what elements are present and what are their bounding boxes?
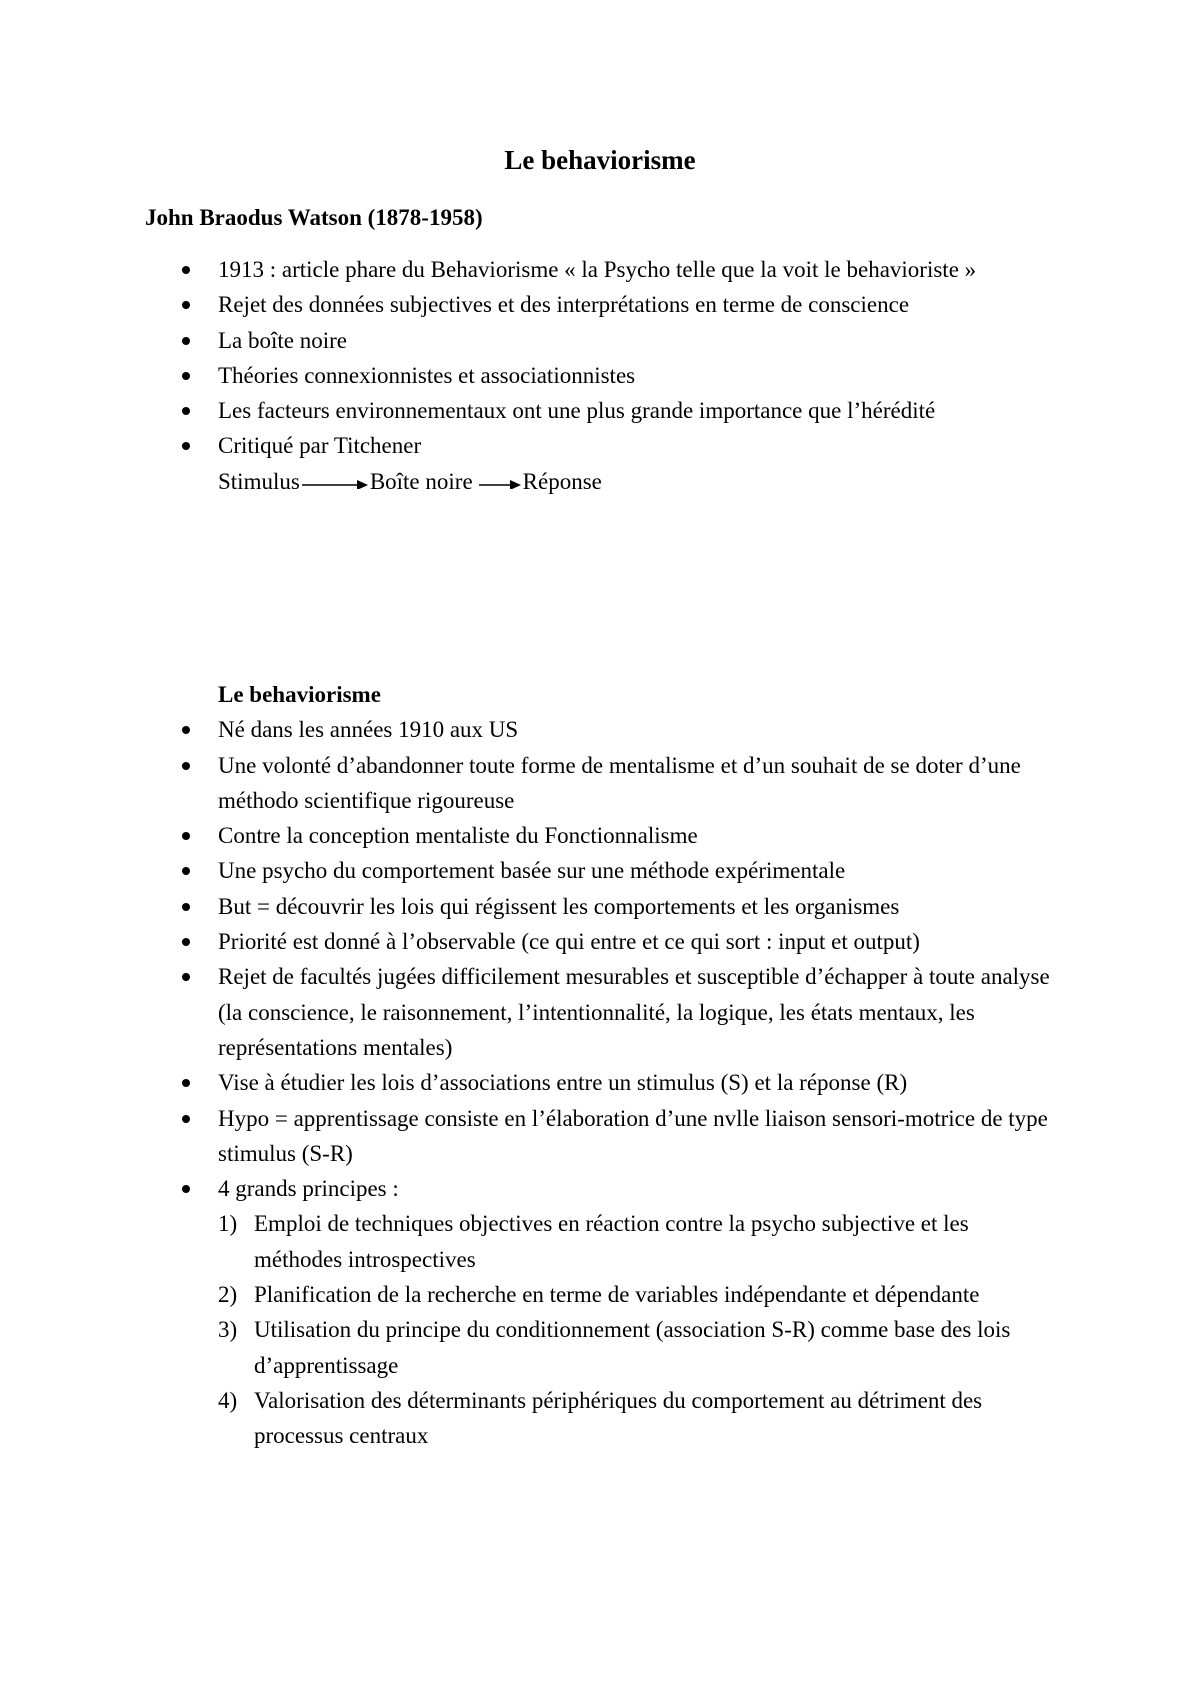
item-number: 3)	[218, 1317, 238, 1343]
list-item: Contre la conception mentaliste du Fonctionnalisme	[0, 818, 1200, 853]
bullet-icon	[182, 726, 190, 734]
item-number: 1)	[218, 1211, 238, 1237]
list-item: Hypo = apprentissage consiste en l’élaboration d’une nvlle liaison sensori-motrice de type stimulus (S-R)	[0, 1101, 1200, 1172]
list-item: 4 grands principes :	[0, 1171, 1200, 1206]
bullet-icon	[182, 372, 190, 380]
list-item: Les facteurs environnementaux ont une plus grande importance que l’hérédité	[0, 393, 1200, 428]
bullet-icon	[182, 832, 190, 840]
numbered-item: 3) Utilisation du principe du conditionnement (association S-R) comme base des lois d’apprentissage	[0, 1312, 1200, 1383]
bullet-icon	[182, 1079, 190, 1087]
item-number: 2)	[218, 1282, 238, 1308]
list-item: 1913 : article phare du Behaviorisme « la Psycho telle que la voit le behavioriste »	[0, 252, 1200, 287]
bullet-icon	[182, 903, 190, 911]
list-item: Rejet de facultés jugées difficilement mesurables et susceptible d’échapper à toute analyse (la conscience, le raisonnement, l’intentionnalité, la logique, les états mentaux, les représentations mentales)	[0, 959, 1200, 1065]
diagram-response: Réponse	[522, 468, 602, 494]
bullet-icon	[182, 973, 190, 981]
document-title: Le behaviorisme	[504, 145, 696, 175]
bullet-icon	[182, 337, 190, 345]
list-item: Vise à étudier les lois d’associations entre un stimulus (S) et la réponse (R)	[0, 1065, 1200, 1100]
diagram-black-box: Boîte noire	[369, 468, 473, 494]
list-item: Une psycho du comportement basée sur une méthode expérimentale	[0, 853, 1200, 888]
arrow-right-icon	[302, 469, 368, 489]
list-item: But = découvrir les lois qui régissent les comportements et les organismes	[0, 889, 1200, 924]
list-item: La boîte noire	[0, 323, 1200, 358]
list-item: Théories connexionnistes et associationnistes	[0, 358, 1200, 393]
bullet-icon	[182, 442, 190, 450]
arrow-right-icon	[475, 469, 521, 489]
list-item: Né dans les années 1910 aux US	[0, 712, 1200, 747]
numbered-item: 2) Planification de la recherche en terme de variables indépendante et dépendante	[0, 1277, 1200, 1312]
watson-bullet-list	[0, 252, 1200, 499]
bullet-icon	[182, 266, 190, 274]
author-heading: John Braodus Watson (1878-1958)	[145, 205, 483, 230]
list-item: Critiqué par Titchener	[0, 428, 1200, 463]
bullet-icon	[182, 1185, 190, 1193]
bullet-icon	[182, 938, 190, 946]
section-heading: Le behaviorisme	[218, 682, 381, 707]
bullet-icon	[182, 1115, 190, 1123]
list-item: Priorité est donné à l’observable (ce qui entre et ce qui sort : input et output)	[0, 924, 1200, 959]
diagram-stimulus: Stimulus	[218, 468, 300, 494]
item-number: 4)	[218, 1387, 238, 1413]
behaviorism-section	[0, 677, 1200, 1454]
stimulus-response-diagram	[0, 464, 1200, 499]
bullet-icon	[182, 867, 190, 875]
list-item: Rejet des données subjectives et des interprétations en terme de conscience	[0, 287, 1200, 322]
bullet-icon	[182, 301, 190, 309]
bullet-icon	[182, 407, 190, 415]
list-item: Une volonté d’abandonner toute forme de mentalisme et d’un souhait de se doter d’une méthodo scientifique rigoureuse	[0, 748, 1200, 819]
bullet-icon	[182, 762, 190, 770]
numbered-item: 4) Valorisation des déterminants périphériques du comportement au détriment des processus centraux	[0, 1383, 1200, 1454]
numbered-item: 1) Emploi de techniques objectives en réaction contre la psycho subjective et les méthodes introspectives	[0, 1206, 1200, 1277]
